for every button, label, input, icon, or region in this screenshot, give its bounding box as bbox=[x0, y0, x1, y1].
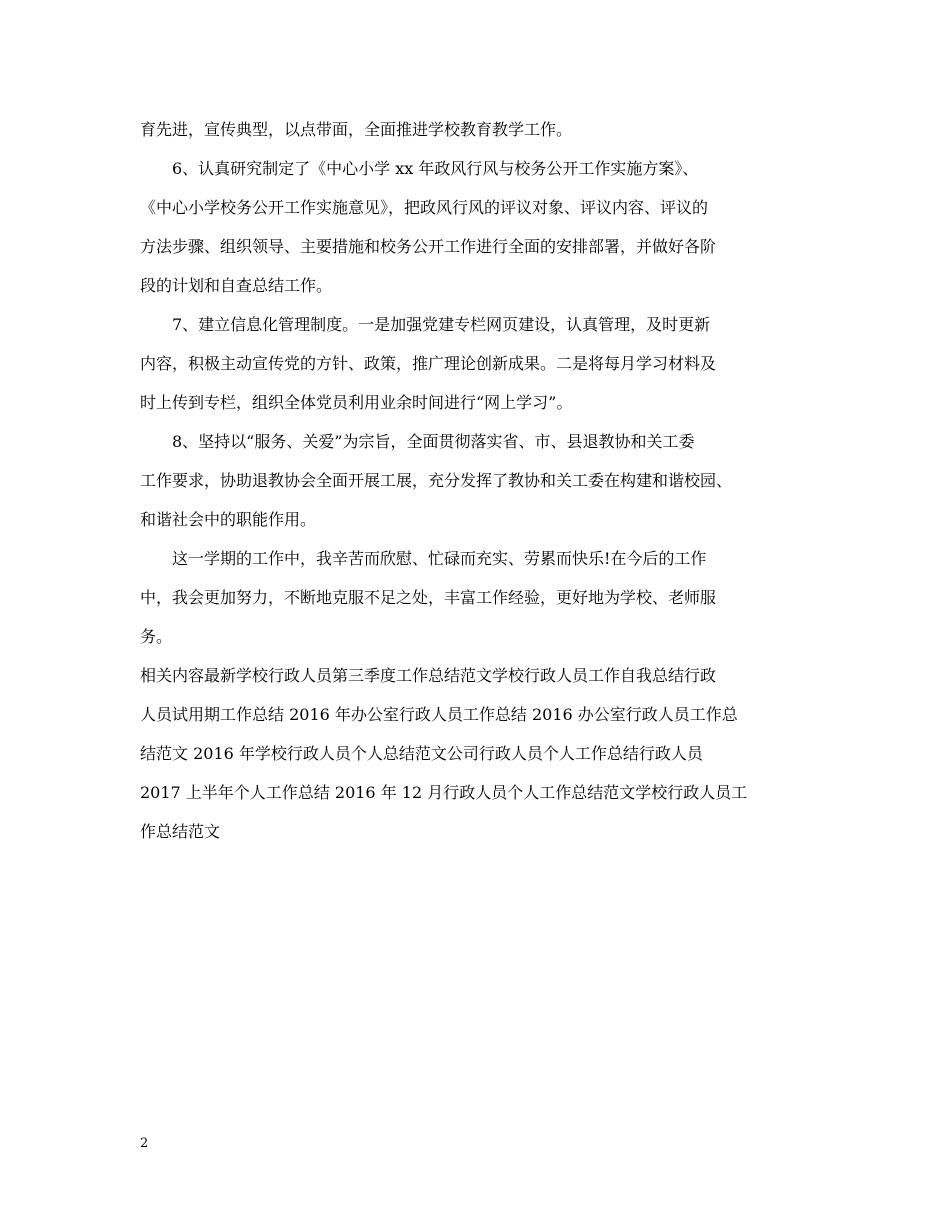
document-body bbox=[140, 110, 812, 851]
text-line: 时上传到专栏，组织全体党员利用业余时间进行“网上学习”。 bbox=[140, 393, 573, 412]
text-line: 方法步骤、组织领导、主要措施和校务公开工作进行全面的安排部署，并做好各阶 bbox=[140, 237, 717, 256]
paragraph-conclusion bbox=[140, 539, 812, 656]
paragraph-item-7 bbox=[140, 305, 812, 422]
text-line: 段的计划和自查总结工作。 bbox=[140, 276, 333, 295]
text-line: 工作要求，协助退教协会全面开展工展，充分发挥了教协和关工委在构建和谐校园、 bbox=[140, 471, 733, 490]
paragraph-item-8 bbox=[140, 422, 812, 539]
text-line: 8、坚持以“服务、关爱”为宗旨，全面贯彻落实省、市、县退教协和关工委 bbox=[172, 432, 695, 451]
related-content bbox=[140, 656, 812, 851]
related-line: 2017 上半年个人工作总结 2016 年 12 月行政人员个人工作总结范文学校行政人员工 bbox=[140, 783, 748, 802]
page-number: 2 bbox=[140, 1136, 149, 1151]
related-line: 人员试用期工作总结 2016 年办公室行政人员工作总结 2016 办公室行政人员工作总 bbox=[140, 705, 738, 724]
text-line: 中，我会更加努力，不断地克服不足之处，丰富工作经验，更好地为学校、老师服 bbox=[140, 588, 717, 607]
paragraph-continuation bbox=[140, 110, 812, 149]
text-line: 《中心小学校务公开工作实施意见》，把政风行风的评议对象、评议内容、评议的 bbox=[140, 198, 709, 217]
text-line: 这一学期的工作中，我辛苦而欣慰、忙碌而充实、劳累而快乐!在今后的工作 bbox=[172, 549, 707, 568]
text-line: 内容，积极主动宣传党的方针、政策，推广理论创新成果。二是将每月学习材料及 bbox=[140, 354, 717, 373]
related-line: 作总结范文 bbox=[140, 822, 221, 841]
paragraph-item-6 bbox=[140, 149, 812, 305]
text-line: 和谐社会中的职能作用。 bbox=[140, 510, 317, 529]
text-line: 7、建立信息化管理制度。一是加强党建专栏网页建设，认真管理，及时更新 bbox=[172, 315, 711, 334]
text-line: 务。 bbox=[140, 627, 173, 646]
related-line: 结范文 2016 年学校行政人员个人总结范文公司行政人员个人工作总结行政人员 bbox=[140, 744, 703, 763]
text-line: 育先进，宣传典型，以点带面，全面推进学校教育教学工作。 bbox=[140, 120, 573, 139]
text-line: 6、认真研究制定了《中心小学 xx 年政风行风与校务公开工作实施方案》、 bbox=[172, 159, 699, 178]
related-line: 相关内容最新学校行政人员第三季度工作总结范文学校行政人员工作自我总结行政 bbox=[140, 666, 717, 685]
